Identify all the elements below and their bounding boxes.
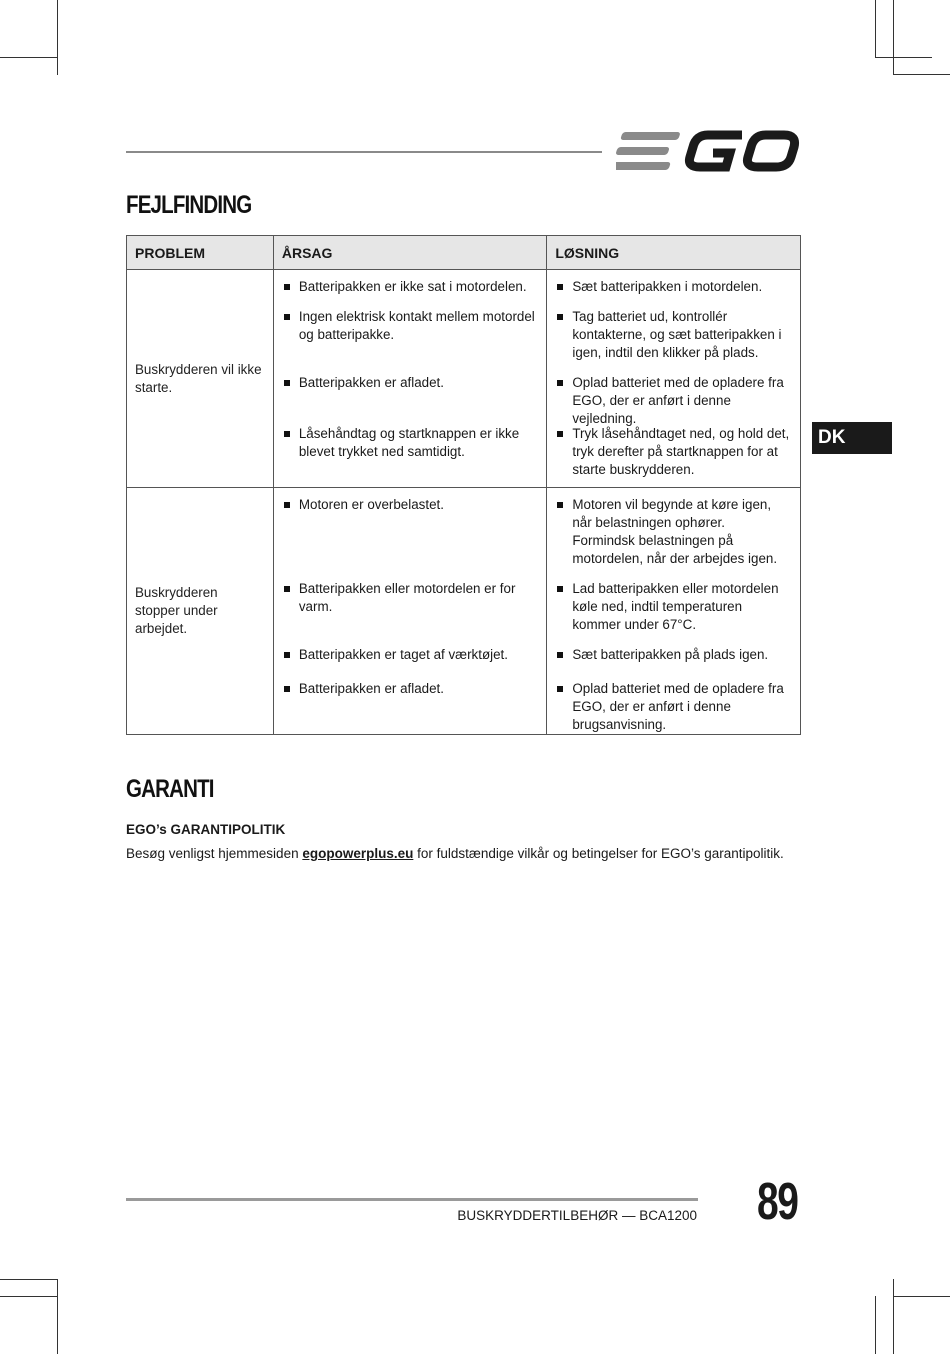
cause-cell (273, 270, 547, 488)
warranty-link[interactable]: egopowerplus.eu (302, 846, 414, 861)
cause-cell (273, 488, 547, 735)
cause-item: Batteripakken er afladet. (284, 680, 537, 730)
problem-cell: Buskrydderen stopper under arbejdet. (127, 488, 274, 735)
language-tab: DK (812, 422, 892, 454)
solution-item: Motoren vil begynde at køre igen, når belastningen ophører. Formindsk belastningen på motordelen, når der arbejdes igen. (557, 496, 790, 580)
problem-cell: Buskrydderen vil ikke starte. (127, 270, 274, 488)
column-header-problem: PROBLEM (127, 236, 274, 270)
cause-item: Batteripakken er taget af værktøjet. (284, 646, 537, 680)
crop-mark (893, 1296, 950, 1297)
footer-rule (126, 1198, 698, 1201)
cause-item: Batteripakken eller motordelen er for varm. (284, 580, 537, 646)
crop-mark (0, 57, 57, 58)
ego-logo (616, 128, 802, 174)
cause-item: Motoren er overbelastet. (284, 496, 537, 580)
crop-mark (57, 0, 58, 75)
solution-item: Oplad batteriet med de opladere fra EGO, der er anført i denne brugsanvisning. (557, 680, 790, 730)
crop-mark (0, 1279, 57, 1280)
troubleshooting-title: FEJLFINDING (126, 191, 252, 219)
crop-mark (893, 74, 950, 75)
page-number: 89 (757, 1173, 798, 1231)
column-header-solution: LØSNING (547, 236, 801, 270)
cause-item: Batteripakken er afladet. (284, 374, 537, 425)
cause-item: Ingen elektrisk kontakt mellem motordel og batteripakke. (284, 308, 537, 374)
solution-item: Tryk låsehåndtaget ned, og hold det, tryk derefter på startknappen for at starte buskrydderen. (557, 425, 790, 483)
footer-text: BUSKRYDDERTILBEHØR — BCA1200 (457, 1208, 697, 1223)
solution-item: Tag batteriet ud, kontrollér kontakterne, og sæt batteripakken i igen, indtil den klikker på plads. (557, 308, 790, 374)
warranty-text-after: for fuldstændige vilkår og betingelser for EGO’s garantipolitik. (413, 846, 784, 861)
crop-mark (875, 0, 876, 57)
crop-mark (57, 1279, 58, 1354)
warranty-title: GARANTI (126, 775, 214, 803)
crop-mark (893, 0, 894, 75)
crop-mark (875, 57, 932, 58)
cause-item: Låsehåndtag og startknappen er ikke blevet trykket ned samtidigt. (284, 425, 537, 483)
troubleshooting-table (126, 235, 801, 735)
solution-item: Sæt batteripakken i motordelen. (557, 278, 790, 308)
crop-mark (893, 1279, 894, 1354)
table-header-row (127, 236, 801, 270)
solution-cell (547, 270, 801, 488)
header-rule (126, 151, 602, 153)
solution-item: Oplad batteriet med de opladere fra EGO, der er anført i denne vejledning. (557, 374, 790, 425)
solution-item: Sæt batteripakken på plads igen. (557, 646, 790, 680)
solution-cell (547, 488, 801, 735)
warranty-subtitle: EGO’s GARANTIPOLITIK (126, 822, 286, 837)
crop-mark (0, 1296, 57, 1297)
warranty-paragraph (126, 846, 784, 861)
table-row (127, 270, 801, 488)
solution-item: Lad batteripakken eller motordelen køle ned, indtil temperaturen kommer under 67°C. (557, 580, 790, 646)
warranty-text-before: Besøg venligst hjemmesiden (126, 846, 303, 861)
crop-mark (875, 1296, 876, 1354)
table-row (127, 488, 801, 735)
column-header-cause: ÅRSAG (273, 236, 547, 270)
cause-item: Batteripakken er ikke sat i motordelen. (284, 278, 537, 308)
